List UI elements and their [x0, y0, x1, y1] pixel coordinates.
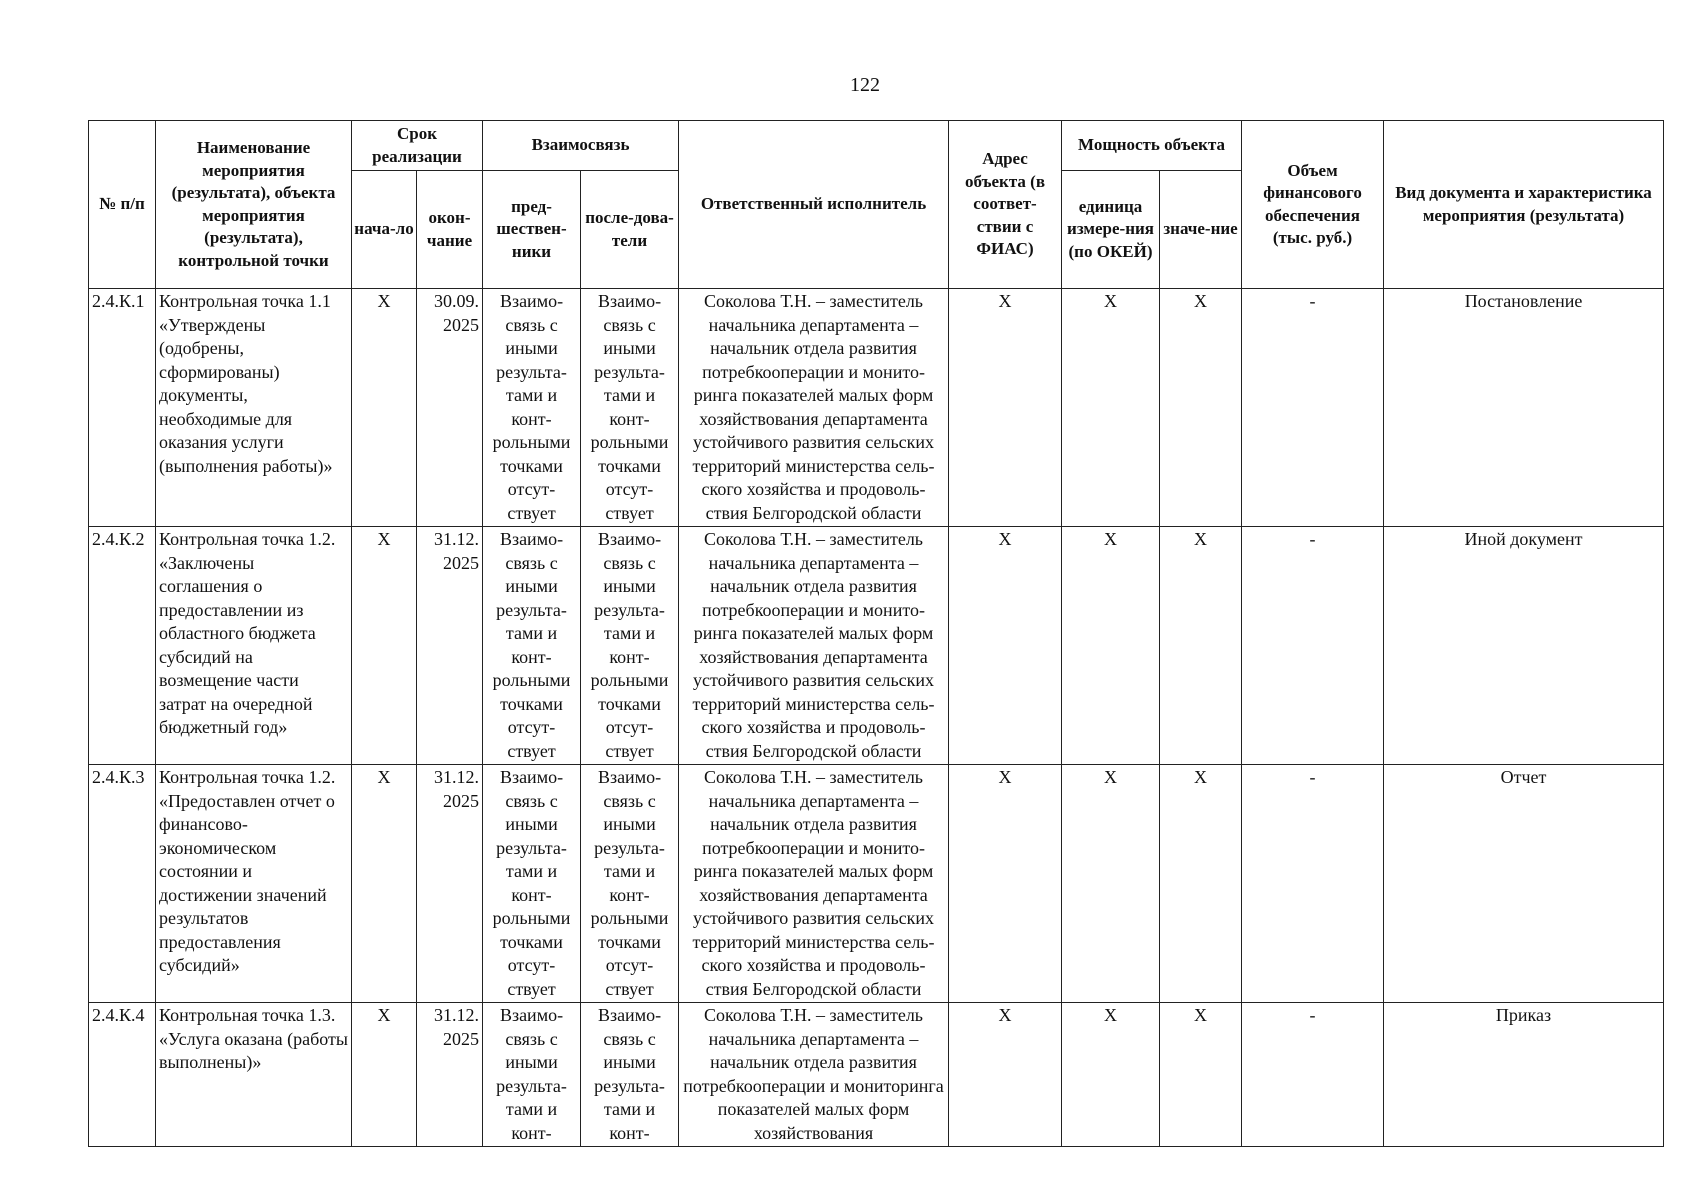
header-relation-prev: пред-шествен-ники	[483, 171, 581, 289]
row-finance: -	[1242, 1003, 1384, 1147]
row-unit: X	[1062, 1003, 1160, 1147]
page-number: 122	[850, 74, 880, 96]
row-address: X	[949, 527, 1062, 765]
row-finance: -	[1242, 765, 1384, 1003]
table-row	[89, 527, 1664, 765]
row-doc: Отчет	[1384, 765, 1664, 1003]
header-capacity: Мощность объекта	[1062, 121, 1242, 171]
table-row	[89, 289, 1664, 527]
activities-table	[88, 120, 1664, 1147]
row-address: X	[949, 289, 1062, 527]
row-prev: Взаимо-связь с иными результа-тами и конт-рольными точками отсут-ствует	[483, 527, 581, 765]
row-responsible: Соколова Т.Н. – заместитель начальника департамента – начальник отдела развития потребкооперации и монито-ринга показателей малых форм хозяйствования департамента устойчивого развития сельских территорий министерства сель-ского хозяйства и продоволь-ствия Белгородской области	[679, 527, 949, 765]
header-term-end: окон-чание	[417, 171, 483, 289]
header-relation: Взаимосвязь	[483, 121, 679, 171]
header-term: Срок реализации	[352, 121, 483, 171]
row-end: 30.09. 2025	[417, 289, 483, 527]
row-doc: Приказ	[1384, 1003, 1664, 1147]
table-row	[89, 1003, 1664, 1147]
header-num: № п/п	[89, 121, 156, 289]
header-capacity-unit: единица измере-ния (по ОКЕЙ)	[1062, 171, 1160, 289]
row-prev: Взаимо-связь с иными результа-тами и конт-рольными точками отсут-ствует	[483, 289, 581, 527]
row-end: 31.12. 2025	[417, 1003, 483, 1147]
row-start: X	[352, 289, 417, 527]
row-start: X	[352, 765, 417, 1003]
row-prev: Взаимо-связь с иными результа-тами и конт-	[483, 1003, 581, 1147]
row-next: Взаимо-связь с иными результа-тами и конт-рольными точками отсут-ствует	[581, 527, 679, 765]
row-num: 2.4.К.1	[89, 289, 156, 527]
row-start: X	[352, 527, 417, 765]
row-next: Взаимо-связь с иными результа-тами и конт-рольными точками отсут-ствует	[581, 289, 679, 527]
row-name: Контрольная точка 1.3. «Услуга оказана (работы выполнены)»	[156, 1003, 352, 1147]
row-prev: Взаимо-связь с иными результа-тами и конт-рольными точками отсут-ствует	[483, 765, 581, 1003]
row-name: Контрольная точка 1.1 «Утверждены (одобрены, сформированы) документы, необходимые для оказания услуги (выполнения работы)»	[156, 289, 352, 527]
row-responsible: Соколова Т.Н. – заместитель начальника департамента – начальник отдела развития потребкооперации и монито-ринга показателей малых форм хозяйствования департамента устойчивого развития сельских территорий министерства сель-ского хозяйства и продоволь-ствия Белгородской области	[679, 765, 949, 1003]
header-finance: Объем финансового обеспечения (тыс. руб.)	[1242, 121, 1384, 289]
row-address: X	[949, 1003, 1062, 1147]
row-doc: Постановление	[1384, 289, 1664, 527]
row-responsible: Соколова Т.Н. – заместитель начальника департамента – начальник отдела развития потребкооперации и монито-ринга показателей малых форм хозяйствования департамента устойчивого развития сельских территорий министерства сель-ского хозяйства и продоволь-ствия Белгородской области	[679, 289, 949, 527]
row-unit: X	[1062, 289, 1160, 527]
row-value: X	[1160, 289, 1242, 527]
row-doc: Иной документ	[1384, 527, 1664, 765]
row-num: 2.4.К.4	[89, 1003, 156, 1147]
row-unit: X	[1062, 527, 1160, 765]
row-end: 31.12. 2025	[417, 765, 483, 1003]
header-responsible: Ответственный исполнитель	[679, 121, 949, 289]
row-name: Контрольная точка 1.2. «Предоставлен отчет о финансово-экономическом состоянии и достижении значений результатов предоставления субсидий»	[156, 765, 352, 1003]
row-value: X	[1160, 765, 1242, 1003]
row-next: Взаимо-связь с иными результа-тами и конт-рольными точками отсут-ствует	[581, 765, 679, 1003]
row-value: X	[1160, 527, 1242, 765]
header-term-start: нача-ло	[352, 171, 417, 289]
header-capacity-value: значе-ние	[1160, 171, 1242, 289]
row-finance: -	[1242, 289, 1384, 527]
row-responsible: Соколова Т.Н. – заместитель начальника департамента – начальник отдела развития потребкооперации и мониторинга показателей малых форм хозяйствования	[679, 1003, 949, 1147]
header-address: Адрес объекта (в соответ-ствии с ФИАС)	[949, 121, 1062, 289]
row-name: Контрольная точка 1.2. «Заключены соглашения о предоставлении из областного бюджета субсидий на возмещение части затрат на очередной бюджетный год»	[156, 527, 352, 765]
table-row	[89, 765, 1664, 1003]
row-finance: -	[1242, 527, 1384, 765]
row-unit: X	[1062, 765, 1160, 1003]
row-address: X	[949, 765, 1062, 1003]
row-num: 2.4.К.2	[89, 527, 156, 765]
row-start: X	[352, 1003, 417, 1147]
row-value: X	[1160, 1003, 1242, 1147]
row-next: Взаимо-связь с иными результа-тами и конт-	[581, 1003, 679, 1147]
row-num: 2.4.К.3	[89, 765, 156, 1003]
header-name: Наименование мероприятия (результата), объекта мероприятия (результата), контрольной точки	[156, 121, 352, 289]
row-end: 31.12. 2025	[417, 527, 483, 765]
header-relation-next: после-дова-тели	[581, 171, 679, 289]
header-doc-type: Вид документа и характеристика мероприятия (результата)	[1384, 121, 1664, 289]
header-row-1	[89, 121, 1664, 171]
